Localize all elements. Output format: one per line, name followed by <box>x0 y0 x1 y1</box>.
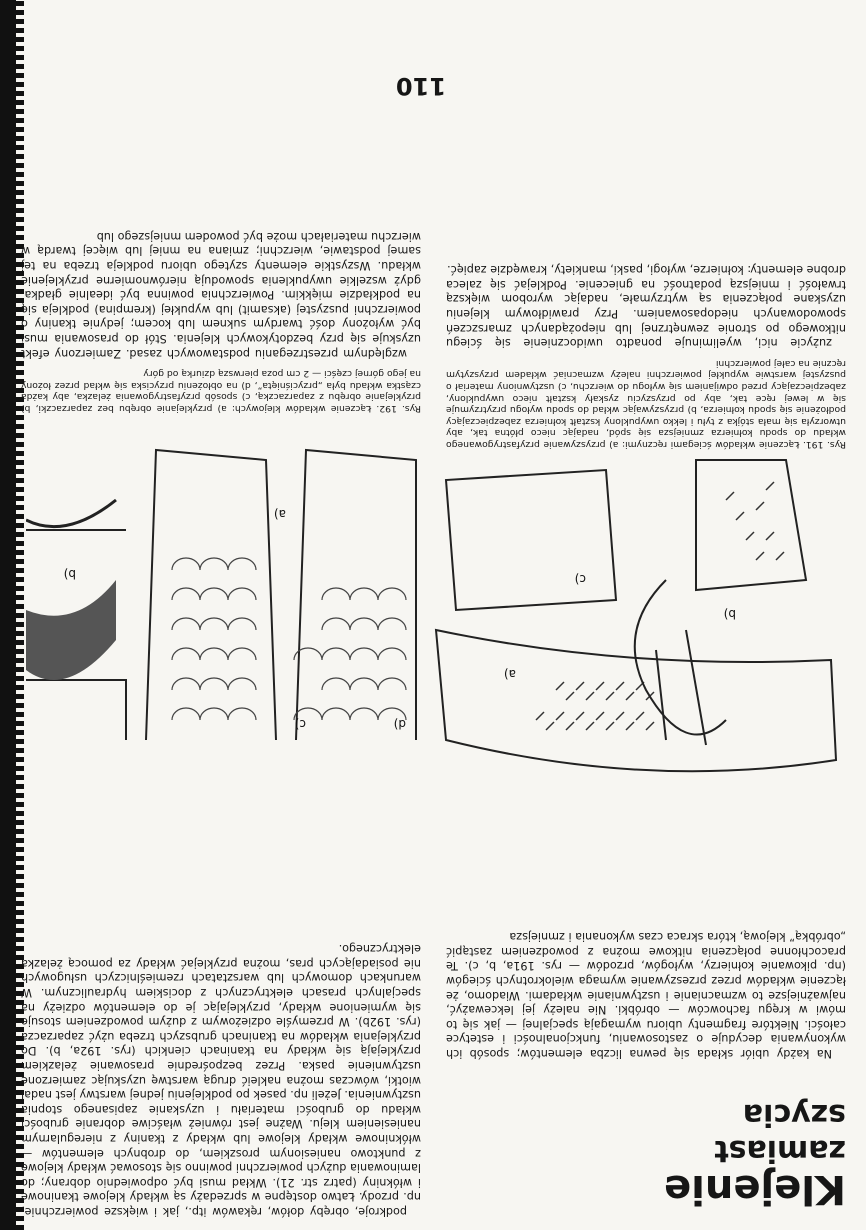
right-column-top <box>21 941 421 1218</box>
chapter-title-main: Klejenie <box>664 1166 846 1212</box>
left-paragraph-2: zużycie nici, wyeliminuje ponadto uwidocznienie się ściegu nitkowego po stronie zewnętrznej lub niepożądanych zmarszczeń spowodowanych niedopasowaniem. Przy prawidłowym klejeniu uzyskane połączenia są wytrzymałe, nadając wyrobom większą trwałość i mniejszą podatność na gniecenie. Podklejać się zaleca drobne elementy: kołnierze, wyłogi, paski, mankiety, krawędzie zapięć. <box>446 263 846 350</box>
fig-192-label-c: c) <box>294 717 306 731</box>
fig-191-label-b: b) <box>723 607 736 621</box>
fig-191-label-a: a) <box>503 667 516 681</box>
left-figure-caption-block <box>446 262 846 450</box>
fig-191-label-c: c) <box>574 572 586 586</box>
fig-192-label-d: d) <box>393 717 406 731</box>
fig-192-label-b: b) <box>63 567 76 581</box>
figure-192-caption: Rys. 192. Łączenie wkładów klejowych: a) przyklejanie obrębu bez zaparzaczki, b) przyklejanie obrębu z zaparzaczką, c) sposób przyfastrygowania żelazka, aby każda cząstka wkładu była „przyciśnięta”, d) na obłożeniu przyciska się wkład przez łożony na jego górnej części — 2 cm poza pierwszą dziurką od góry <box>21 368 421 414</box>
chapter-title <box>664 1096 846 1212</box>
chapter-title-sub: zamiast szycia <box>714 1097 846 1168</box>
right-paragraph-1: podkroje, obręby dołów, rękawów itp., jak i większe powierzchnie, np. przody. Łatwo dostępne w sprzedaży są wkłady klejowe tkaninowe i włókniny (patrz str. 21). Wkład musi być odpowiednio dobrany; do laminowania dużych powierzchni powinno się stosować wkłady klejowe z punktowo naniesionym proszkiem, do drobnych elementów — włókninowe wkłady klejowe lub wkłady z tkaniny z nieregularnym naniesieniem kleju. Ważne jest również właściwe dobranie grubości wkładu do grubości materiału i uzyskanie zapisanego stopnia usztywnienia. Jeżeli np. pasek po podklejeniu jednej warstwy jest nadal wiotki, wówczas można nakleić drugą warstwę uzyskując zamierzone usztywnienie paska. Przez bezpośrednie prasowanie żelazkiem przyklejają się wkłady na tkaninach cienkich (rys. 192a, b). Do przyklejania wkładów na tkaninach grubszych trzeba użyć zaparzacza (rys. 192b). W przemyśle odzieżowym z dużym powodzeniem stosuje się wymienione wkłady, przyklejając je do elementów odzieży na specjalnych prasach elektrycznych z dociskiem hydraulicznym. W warunkach domowych lub warsztatach rzemieślniczych usługowych nie posiadających pras, można przyklejać wkłady za pomocą żelazka elektrycznego. <box>21 942 421 1218</box>
left-paragraph-1: Na każdy ubiór składa się pewna liczba elementów; sposób ich wykonywania decyduje o zastosowaniu, funkcjonalności i estetyce całości. Niektóre fragmenty ubioru wymagają specjalnej — jak się to mówi w kręgu fachowców — obróbki. Nie należy jej lekceważyć, najważniejsze to wzmacnianie i usztywnianie wkładami. Wiadomo, że łączenie wkładów przez przeszywanie wymaga wielokrotnych ściegów (np. pikowanie kołnierzy, wyłogów, przodów — rys. 191a, b, c). Te pracochłonne połączenia nitkowe można z powodzeniem zastąpić „obróbką” klejową, która skraca czas wykonania i zmniejsza <box>446 930 846 1060</box>
fig-192-label-a: a) <box>273 507 286 521</box>
page-number: 110 <box>395 72 446 100</box>
right-paragraph-2: względnym przestrzeganiu podstawowych zasad. Zamierzony efekt uzyskuje się przy bezdotykowych klejenia. Stół do prasowania musi być wyłożony dość twardym suknem lub kocem; jedynie tkaniny o powierzchni puszystej (aksamit) lub wypukłej (krempina) podkleja się na podkładzie miękkim. Powierzchnia powinna być idealnie gładka, gdyż wszelkie uwypuklenia spowodują nierównomierne przyklejenie wkładu. Wszystkie elementy szytego ubioru podkleja trzeba na tej samej podstawie, wierzchni; zmiana na mniej lub więcej twardą w wierzchu materiałach może być powodem mniejszego lub <box>21 229 421 360</box>
figure-191-caption: Rys. 191. Łączenie wkładów ściegami ręcznymi: a) przyszywanie przyfastrygowanego wkładu do spodu kołnierza zmniejsza się spód, nadając nieco płótna tak, aby utworzyła się mała stójka z tyłu i lekko uwypuklony kształt kołnierza zabezpieczający podłożenie się spodu kołnierza, b) przyszywając wkład do spodu wyłogu przytrzymuje się w lewej ręce tak, aby po przyszyciu zyskały kształt nieco uwypuklony, zabezpieczający przed odwijaniem się wyłogu do wierzchu, c) usztywniony materiał o puszystej warstwie wypukłej powierzchni należy wzmacniać wkładem przyszytym ręcznie na całej powierzchni <box>446 357 846 450</box>
right-column-bottom <box>21 228 421 414</box>
figure-192-illustration <box>26 430 426 760</box>
figure-191-illustration <box>426 450 846 780</box>
left-column <box>446 929 846 1060</box>
